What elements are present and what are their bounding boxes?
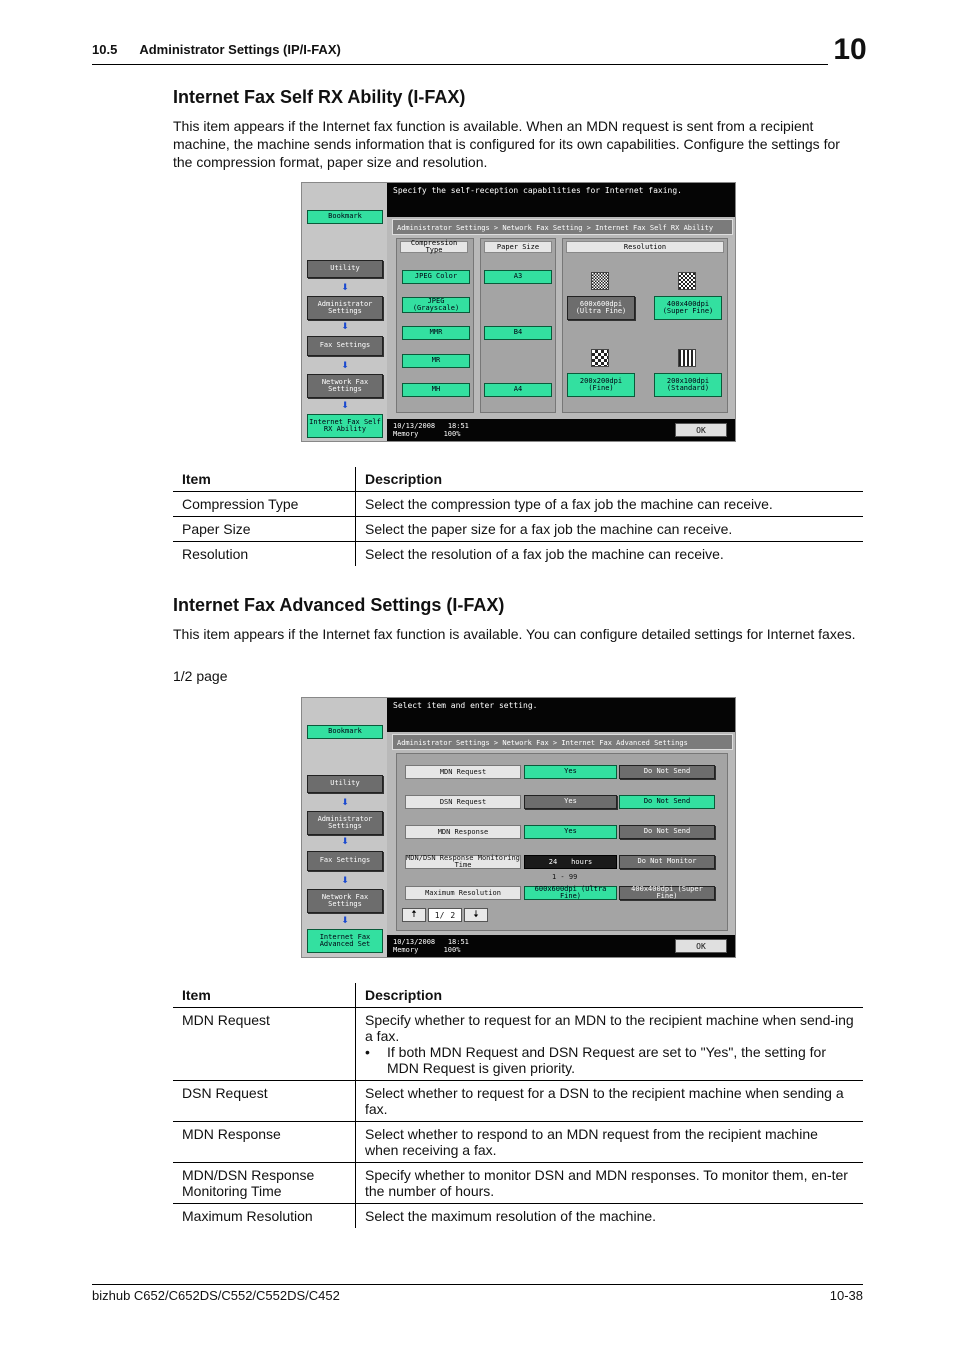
arrow-down-icon: ⬇ bbox=[341, 875, 349, 885]
ok-button[interactable]: OK bbox=[675, 423, 727, 437]
header-rule bbox=[92, 64, 828, 65]
nav-utility-button[interactable]: Utility bbox=[307, 775, 383, 793]
table-cell-description: Select the compression type of a fax job the machine can receive. bbox=[356, 492, 864, 517]
nav-admin-settings-button[interactable]: Administrator Settings bbox=[307, 811, 383, 835]
running-header bbox=[92, 42, 363, 57]
mmr-button[interactable]: MMR bbox=[402, 326, 470, 340]
res-200x100-button[interactable]: 200x100dpi (Standard) bbox=[654, 373, 722, 397]
table-cell-item: Maximum Resolution bbox=[173, 1204, 356, 1229]
section1-title: Internet Fax Self RX Ability (I-FAX) bbox=[173, 87, 466, 107]
arrow-down-icon: ⬇ bbox=[341, 360, 349, 370]
status-time: 18:51 bbox=[447, 938, 469, 946]
table-cell-description: Select the resolution of a fax job the machine can receive. bbox=[365, 546, 724, 562]
max-res-400-button[interactable]: 400x400dpi (Super Fine) bbox=[619, 886, 715, 900]
table-cell-item: Resolution bbox=[173, 542, 356, 567]
paper-header: Paper Size bbox=[484, 241, 552, 253]
footer-model: bizhub C652/C652DS/C552/C552DS/C452 bbox=[92, 1288, 340, 1303]
dsn-request-label: DSN Request bbox=[405, 795, 521, 809]
breadcrumb: Administrator Settings > Network Fax Setting > Internet Fax Self RX Ability bbox=[392, 219, 733, 235]
table-cell-item: MDN Request bbox=[173, 1008, 356, 1081]
nav-admin-settings-button[interactable]: Administrator Settings bbox=[307, 296, 383, 320]
nav-fax-settings-button[interactable]: Fax Settings bbox=[307, 336, 383, 356]
table-cell-description bbox=[356, 1008, 864, 1081]
table-cell-description: Select whether to request for a DSN to the recipient machine when sending a fax. bbox=[356, 1081, 864, 1122]
ultra-fine-pattern-icon bbox=[591, 272, 609, 290]
resolution-header: Resolution bbox=[566, 241, 724, 253]
self-rx-screen bbox=[301, 182, 736, 442]
jpeg-grayscale-button[interactable]: JPEG (Grayscale) bbox=[402, 297, 470, 313]
memory-value: 100% bbox=[443, 946, 461, 954]
advanced-settings-table bbox=[173, 983, 863, 1228]
table-row bbox=[173, 1204, 863, 1229]
a4-button[interactable]: A4 bbox=[484, 383, 552, 397]
table-row bbox=[173, 1122, 863, 1163]
bullet-text: If both MDN Request and DSN Request are set to "Yes", the setting for MDN Request is given priority. bbox=[387, 1044, 826, 1076]
res-600-button[interactable]: 600x600dpi (Ultra Fine) bbox=[567, 296, 635, 320]
mdn-response-label: MDN Response bbox=[405, 825, 521, 839]
nav-network-fax-button[interactable]: Network Fax Settings bbox=[307, 889, 383, 913]
table-row bbox=[173, 1163, 863, 1204]
breadcrumb: Administrator Settings > Network Fax > Internet Fax Advanced Settings bbox=[392, 734, 733, 750]
nav-self-rx-button[interactable]: Internet Fax Self RX Ability bbox=[307, 414, 383, 438]
status-date: 10/13/2008 bbox=[393, 422, 436, 430]
self-rx-table bbox=[173, 467, 863, 566]
monitoring-time-label: MDN/DSN Response Monitoring Time bbox=[406, 854, 520, 869]
section1-intro: This item appears if the Internet fax function is available. When an MDN request is sent from a recipient machine, the machine sends information that is configured for its own capabilities. Configure the settings for the compression format, paper size and resolution. bbox=[173, 118, 840, 170]
monitoring-hours-input[interactable] bbox=[524, 855, 617, 869]
mdn-request-label: MDN Request bbox=[405, 765, 521, 779]
ok-button[interactable]: OK bbox=[675, 939, 727, 953]
table-cell-item: Compression Type bbox=[173, 492, 356, 517]
settings-pane bbox=[396, 753, 728, 931]
jpeg-color-button[interactable]: JPEG Color bbox=[402, 270, 470, 284]
nav-fax-settings-button[interactable]: Fax Settings bbox=[307, 851, 383, 871]
super-fine-pattern-icon bbox=[678, 272, 696, 290]
hours-unit: hours bbox=[571, 858, 593, 866]
table-header-item: Item bbox=[173, 467, 356, 492]
table-cell-description: Select the paper size for a fax job the machine can receive. bbox=[356, 517, 864, 542]
table-header-item: Item bbox=[173, 983, 356, 1008]
section2-intro: This item appears if the Internet fax function is available. You can configure detailed settings for Internet faxes. bbox=[173, 626, 856, 642]
mdn-response-yes-button[interactable]: Yes bbox=[524, 825, 617, 839]
page-up-icon[interactable]: 🠅 bbox=[402, 908, 426, 922]
mdn-request-do-not-send-button[interactable]: Do Not Send bbox=[619, 765, 715, 779]
nav-advanced-set-button[interactable]: Internet Fax Advanced Set bbox=[307, 929, 383, 953]
max-resolution-label: Maximum Resolution bbox=[405, 886, 521, 900]
advanced-settings-screen bbox=[301, 697, 736, 958]
arrow-down-icon: ⬇ bbox=[341, 282, 349, 292]
table-row bbox=[173, 542, 863, 567]
page-indicator bbox=[428, 908, 462, 922]
mh-button[interactable]: MH bbox=[402, 383, 470, 397]
memory-label: Memory bbox=[393, 946, 419, 954]
footer-rule bbox=[92, 1284, 863, 1285]
dsn-request-yes-button[interactable]: Yes bbox=[524, 795, 617, 809]
chapter-number: 10 bbox=[833, 33, 867, 66]
message-bar: Specify the self-reception capabilities for Internet faxing. bbox=[387, 183, 735, 217]
fine-pattern-icon bbox=[591, 349, 609, 367]
status-time: 18:51 bbox=[447, 422, 469, 430]
a3-button[interactable]: A3 bbox=[484, 270, 552, 284]
table-cell-item: Paper Size bbox=[173, 517, 356, 542]
table-row bbox=[173, 1008, 863, 1081]
standard-pattern-icon bbox=[678, 349, 696, 367]
page-total: 2 bbox=[450, 910, 456, 920]
table-header-description: Description bbox=[356, 983, 864, 1008]
arrow-down-icon: ⬇ bbox=[341, 915, 349, 925]
message-bar: Select item and enter setting. bbox=[387, 698, 735, 732]
table-row bbox=[173, 517, 863, 542]
res-200x200-button[interactable]: 200x200dpi (Fine) bbox=[567, 373, 635, 397]
do-not-monitor-button[interactable]: Do Not Monitor bbox=[619, 855, 715, 869]
dsn-request-do-not-send-button[interactable]: Do Not Send bbox=[619, 795, 715, 809]
table-cell-description: Select the maximum resolution of the machine. bbox=[365, 1208, 657, 1224]
b4-button[interactable]: B4 bbox=[484, 326, 552, 340]
table-cell-item: MDN Response bbox=[173, 1122, 356, 1163]
res-400-button[interactable]: 400x400dpi (Super Fine) bbox=[654, 296, 722, 320]
page-down-icon[interactable]: 🠇 bbox=[464, 908, 488, 922]
arrow-down-icon: ⬇ bbox=[341, 836, 349, 846]
arrow-down-icon: ⬇ bbox=[341, 400, 349, 410]
hours-value: 24 bbox=[548, 858, 558, 866]
table-cell-item: MDN/DSN Response Monitoring Time bbox=[173, 1163, 356, 1204]
hours-range: 1 - 99 bbox=[552, 873, 578, 881]
page-current: 1/ bbox=[434, 910, 445, 920]
description-text: Specify whether to request for an MDN to the recipient machine when send-ing a fax. bbox=[365, 1012, 854, 1044]
bookmark-button[interactable]: Bookmark bbox=[307, 210, 383, 224]
table-row bbox=[173, 1081, 863, 1122]
status-date: 10/13/2008 bbox=[393, 938, 436, 946]
section2-title: Internet Fax Advanced Settings (I-FAX) bbox=[173, 595, 505, 615]
table-cell-description: Select whether to respond to an MDN request from the recipient machine when receiving a fax. bbox=[356, 1122, 864, 1163]
nav-utility-button[interactable]: Utility bbox=[307, 260, 383, 278]
max-res-600-button[interactable]: 600x600dpi (Ultra Fine) bbox=[524, 886, 617, 900]
table-cell-description: Specify whether to monitor DSN and MDN responses. To monitor them, en-ter the number of hours. bbox=[356, 1163, 864, 1204]
arrow-down-icon: ⬇ bbox=[341, 321, 349, 331]
footer-page-number: 10-38 bbox=[829, 1288, 863, 1303]
page-note: 1/2 page bbox=[173, 668, 228, 684]
memory-label: Memory bbox=[393, 430, 419, 438]
arrow-down-icon: ⬇ bbox=[341, 797, 349, 807]
table-row bbox=[173, 492, 863, 517]
mr-button[interactable]: MR bbox=[402, 354, 470, 368]
section-title: Administrator Settings (IP/I-FAX) bbox=[139, 42, 341, 57]
table-cell-item: DSN Request bbox=[173, 1081, 356, 1122]
bullet-note: • If both MDN Request and DSN Request are set to "Yes", the setting for MDN Request is given priority. bbox=[365, 1044, 854, 1076]
mdn-response-do-not-send-button[interactable]: Do Not Send bbox=[619, 825, 715, 839]
bookmark-button[interactable]: Bookmark bbox=[307, 725, 383, 739]
table-header-description: Description bbox=[356, 467, 864, 492]
nav-network-fax-button[interactable]: Network Fax Settings bbox=[307, 374, 383, 398]
compression-header: Compression Type bbox=[400, 241, 468, 253]
section-number: 10.5 bbox=[92, 42, 118, 57]
memory-value: 100% bbox=[443, 430, 461, 438]
mdn-request-yes-button[interactable]: Yes bbox=[524, 765, 617, 779]
